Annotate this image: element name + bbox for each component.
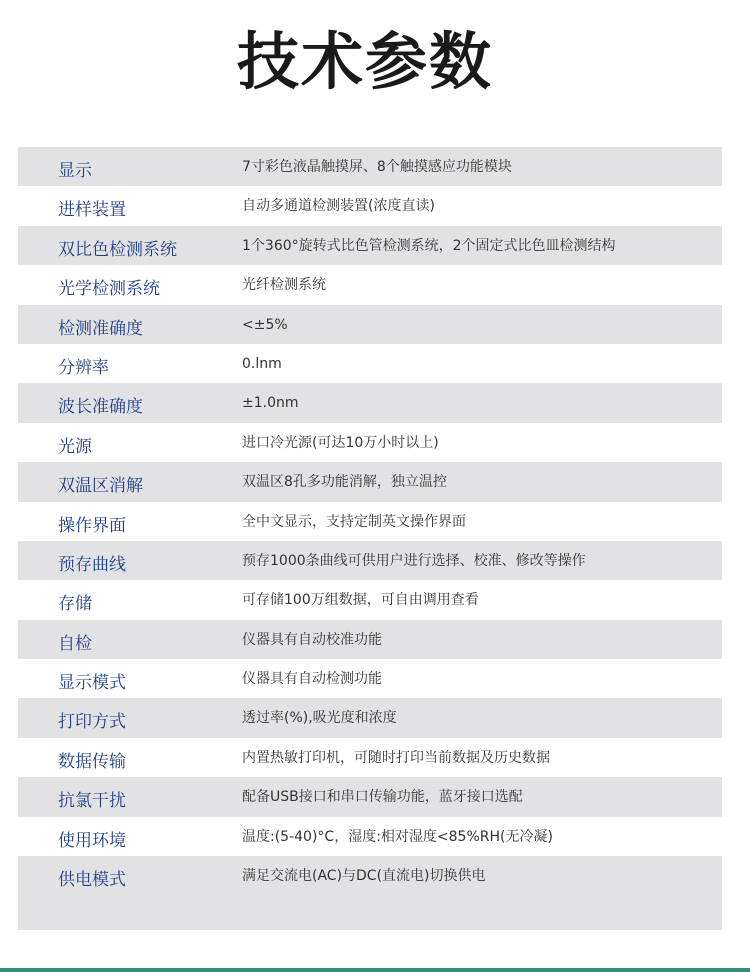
row-label: 分辨率	[58, 357, 109, 378]
row-label: 数据传输	[58, 751, 126, 772]
table-row	[18, 659, 722, 698]
bottom-accent-line	[0, 968, 750, 972]
row-value: 0.lnm	[242, 355, 282, 372]
row-label: 双温区消解	[58, 476, 143, 497]
row-label: 预存曲线	[58, 554, 126, 575]
row-label: 抗氯干扰	[58, 791, 126, 812]
table-row	[18, 738, 722, 777]
row-value: 进口冷光源(可达10万小时以上)	[242, 434, 439, 451]
table-row	[18, 580, 722, 619]
table-row	[18, 777, 722, 816]
row-label: 检测准确度	[58, 318, 143, 339]
row-value: 7寸彩色液晶触摸屏、8个触摸感应功能模块	[242, 159, 512, 175]
row-label: 显示模式	[58, 673, 126, 694]
table-row	[18, 620, 722, 659]
row-label: 自检	[58, 633, 92, 654]
table-row	[18, 265, 722, 304]
row-label: 使用环境	[58, 830, 126, 851]
table-row	[18, 305, 722, 344]
page-title: 技术参数	[236, 25, 493, 98]
row-value: 温度:(5-40)°C，湿度:相对湿度<85%RH(无冷凝)	[242, 828, 553, 845]
table-row	[18, 186, 722, 225]
spec-table	[18, 147, 722, 930]
table-row	[18, 502, 722, 541]
table-row	[18, 383, 722, 422]
row-value: 仪器具有自动检测功能	[242, 671, 382, 688]
table-row	[18, 147, 722, 186]
row-value: 内置热敏打印机，可随时打印当前数据及历史数据	[242, 749, 550, 766]
row-value: 全中文显示，支持定制英文操作界面	[242, 513, 466, 530]
table-row	[18, 462, 722, 501]
table-row	[18, 817, 722, 856]
row-value: 配备USB接口和串口传输功能，蓝牙接口选配	[242, 789, 523, 806]
row-label: 存储	[58, 594, 92, 615]
row-value: 仪器具有自动校准功能	[242, 631, 382, 648]
row-label: 光学检测系统	[58, 279, 160, 300]
row-value: 预存1000条曲线可供用户进行选择、校准、修改等操作	[242, 552, 586, 569]
table-row	[18, 698, 722, 737]
row-value: <±5%	[242, 316, 288, 333]
row-value: 1个360°旋转式比色管检测系统，2个固定式比色皿检测结构	[242, 237, 616, 254]
row-label: 供电模式	[58, 870, 126, 891]
row-value: 光纤检测系统	[242, 277, 326, 294]
table-row	[18, 856, 722, 930]
row-label: 波长准确度	[58, 397, 143, 418]
table-row	[18, 226, 722, 265]
table-row	[18, 541, 722, 580]
row-value: 双温区8孔多功能消解，独立温控	[242, 474, 447, 491]
row-label: 双比色检测系统	[58, 239, 177, 260]
row-label: 操作界面	[58, 515, 126, 536]
table-row	[18, 344, 722, 383]
row-label: 打印方式	[58, 712, 126, 733]
row-value: ±1.0nm	[242, 395, 299, 412]
row-label: 进样装置	[58, 200, 126, 221]
row-value: 满足交流电(AC)与DC(直流电)切换供电	[242, 868, 486, 885]
row-value: 自动多通道检测装置(浓度直读)	[242, 198, 435, 215]
row-label: 显示	[58, 161, 92, 181]
row-value: 可存储100万组数据，可自由调用查看	[242, 592, 479, 609]
row-value: 透过率(%),吸光度和浓度	[242, 710, 397, 727]
table-row	[18, 423, 722, 462]
row-label: 光源	[58, 436, 92, 457]
